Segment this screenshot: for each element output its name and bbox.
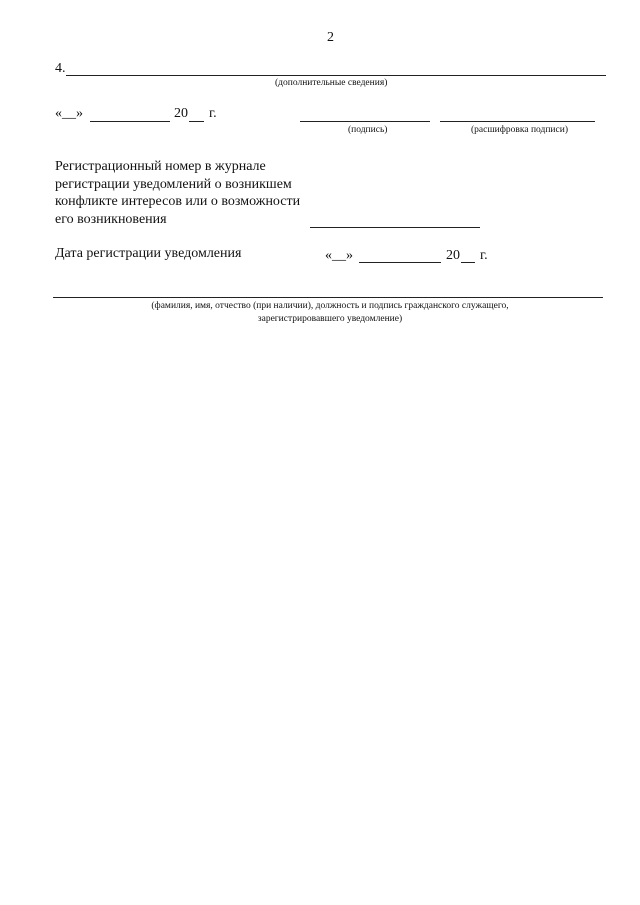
registration-line-2: регистрации уведомлений о возникшем [55, 176, 292, 192]
registration-number-line [310, 227, 480, 228]
registrar-line [53, 297, 603, 298]
additional-info-line [66, 75, 606, 76]
registrar-caption-line-1: (фамилия, имя, отчество (при наличии), должность и подпись гражданского служащего, [151, 301, 509, 311]
additional-info-caption: (дополнительные сведения) [275, 78, 388, 88]
signature-caption: (подпись) [348, 125, 388, 135]
signature-line [300, 121, 430, 122]
registration-line-3: конфликте интересов или о возможности [55, 194, 301, 209]
date-month-line [90, 121, 170, 122]
registrar-caption-line-2: зарегистрировавшего уведомление) [257, 314, 403, 324]
registration-date-year-suffix: г. [480, 248, 488, 263]
registration-number-label [55, 158, 300, 228]
date-year-suffix: г. [209, 106, 217, 121]
registration-date-year-line [461, 262, 475, 263]
date-year-prefix: 20 [174, 106, 188, 121]
registration-date-month-line [359, 262, 441, 263]
date-day-quote: «__» [55, 106, 83, 121]
registration-line-1: Регистрационный номер в журнале [55, 159, 266, 174]
registration-date-label: Дата регистрации уведомления [55, 246, 242, 261]
date-year-line [189, 121, 204, 122]
signature-decoding-line [440, 121, 595, 122]
item-4-number: 4. [55, 61, 66, 76]
registration-date-year-prefix: 20 [446, 248, 460, 263]
signature-decoding-caption: (расшифровка подписи) [471, 125, 568, 135]
registration-line-4: его возникновения [55, 211, 167, 227]
registration-date-day-quote: «__» [325, 248, 353, 263]
page-number: 2 [327, 30, 334, 45]
